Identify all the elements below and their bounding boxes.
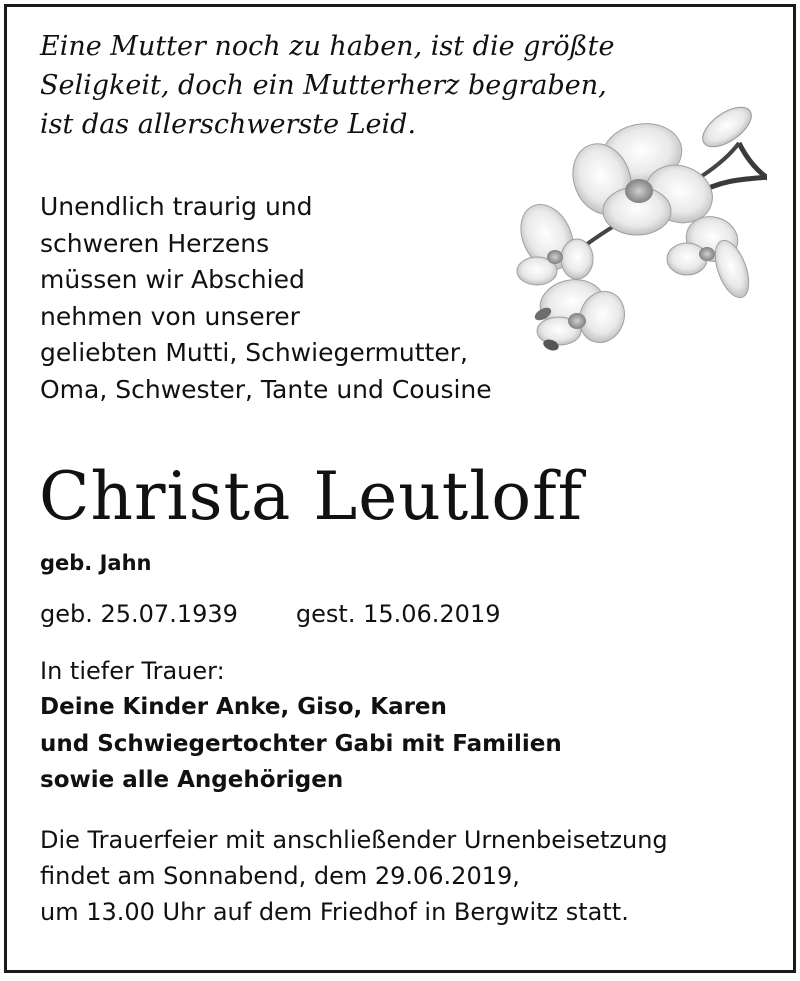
obituary-notice [4,4,796,973]
mourners-list [40,689,562,799]
deceased-name: Christa Leutloff [39,458,583,535]
intro-line: nehmen von unserer [40,301,300,331]
funeral-line: findet am Sonnabend, dem 29.06.2019, [40,862,520,890]
intro-text [40,189,560,408]
mourners-line: Deine Kinder Anke, Giso, Karen [40,694,447,720]
birth-date: geb. 25.07.1939 [40,600,238,628]
intro-line: müssen wir Abschied [40,265,305,294]
funeral-info [40,822,668,930]
poem-line: ist das allerschwerste Leid. [40,109,417,140]
poem-line: Seligkeit, doch ein Mutterherz begraben, [40,70,607,101]
intro-line: schweren Herzens [40,228,270,258]
intro-line: Oma, Schwester, Tante und Cousine [40,374,492,404]
funeral-line: um 13.00 Uhr auf dem Friedhof in Bergwitz statt. [40,898,629,926]
intro-line: Unendlich traurig und [40,192,313,221]
mourners-line: und Schwiegertochter Gabi mit Familien [40,730,562,757]
poem-line: Eine Mutter noch zu haben, ist die größte [40,31,615,62]
maiden-name: geb. Jahn [40,551,152,575]
funeral-line: Die Trauerfeier mit anschließender Urnenbeisetzung [40,826,668,854]
mourning-label: In tiefer Trauer: [40,657,225,685]
death-date: gest. 15.06.2019 [295,600,501,628]
life-dates [40,597,501,631]
mourners-line: sowie alle Angehörigen [40,767,344,793]
intro-line: geliebten Mutti, Schwiegermutter, [40,338,468,367]
